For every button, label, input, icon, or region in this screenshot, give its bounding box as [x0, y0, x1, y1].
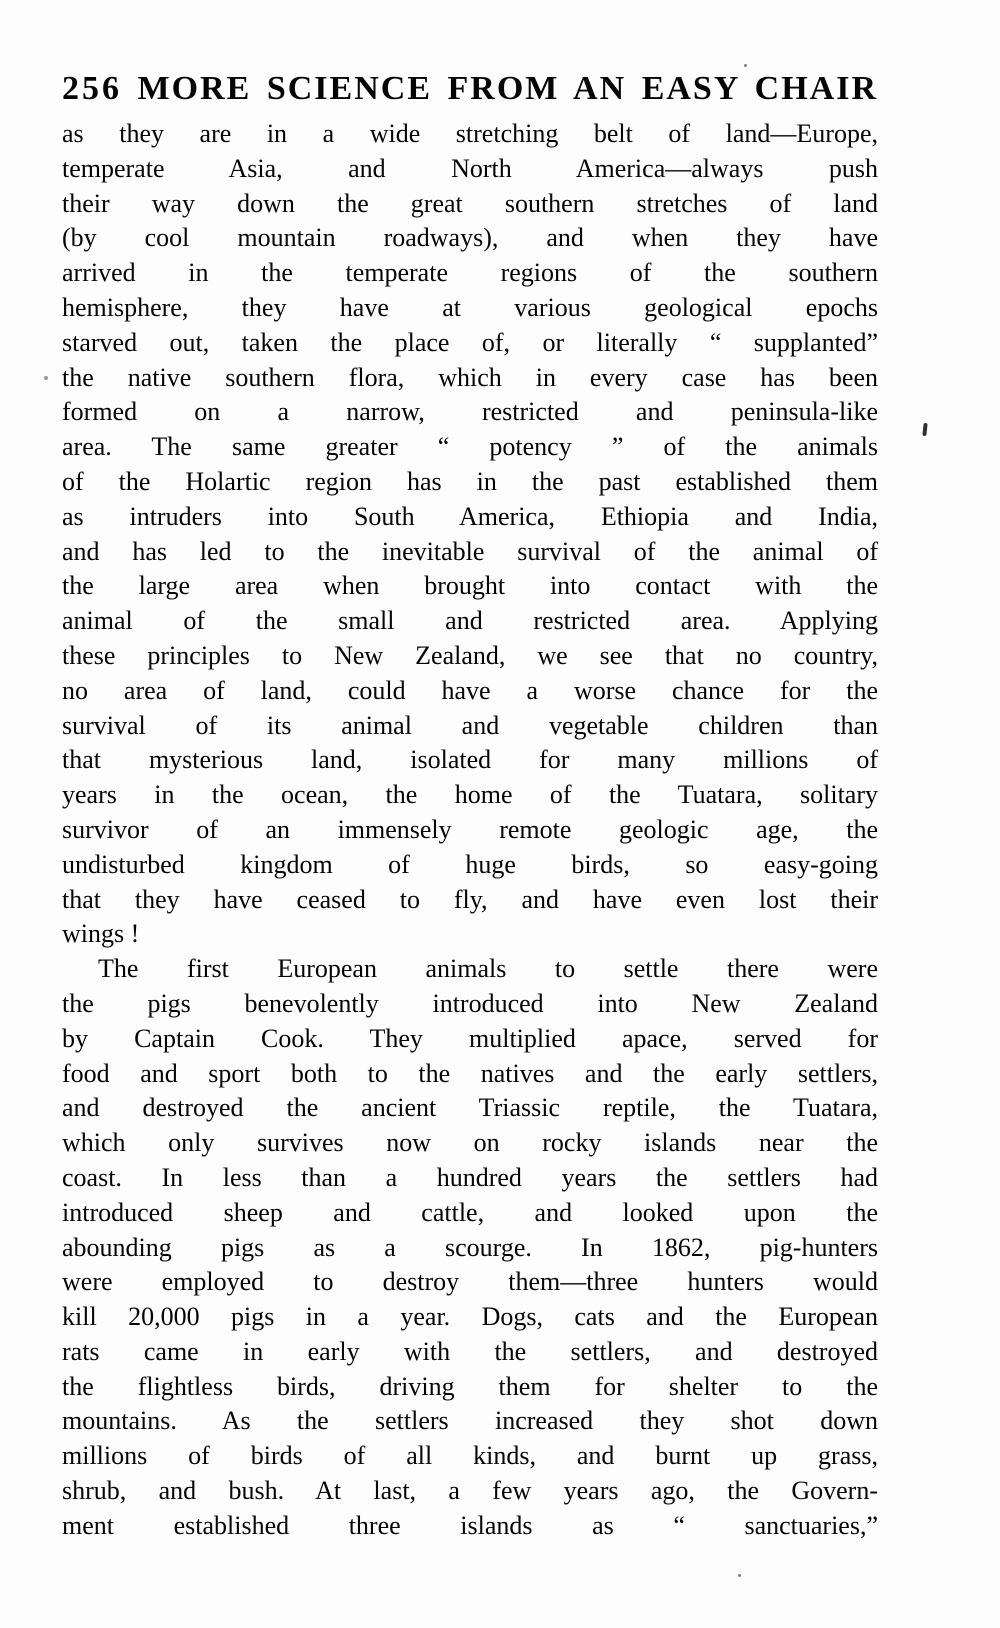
paragraph-2 [62, 952, 878, 1544]
text-line: the large area when brought into contact with the [62, 571, 878, 601]
ink-tick [922, 423, 927, 436]
text-line: these principles to New Zealand, we see that no country, [62, 640, 878, 670]
text-line: their way down the great southern stretches of land [62, 188, 878, 218]
text-line: that they have ceased to fly, and have even lost their [62, 884, 878, 914]
text-line: rats came in early with the settlers, and destroyed [62, 1336, 878, 1366]
text-line: starved out, taken the place of, or literally “ supplanted” [62, 327, 878, 357]
text-line: as intruders into South America, Ethiopia and India, [62, 501, 878, 531]
text-line: formed on a narrow, restricted and peninsula-like [62, 397, 878, 427]
text-line: area. The same greater “ potency ” of the animals [62, 432, 878, 462]
text-line: introduced sheep and cattle, and looked upon the [62, 1197, 878, 1227]
text-line: food and sport both to the natives and the early settlers, [62, 1058, 878, 1088]
text-line: animal of the small and restricted area. Applying [62, 606, 878, 636]
paragraph-1 [62, 117, 878, 952]
ink-dot [44, 376, 48, 380]
text-line: ment established three islands as “ sanctuaries,” [62, 1510, 878, 1540]
text-line: of the Holartic region has in the past established them [62, 466, 878, 496]
text-line: survivor of an immensely remote geologic age, the [62, 814, 878, 844]
page-header [62, 70, 878, 108]
text-line: the native southern flora, which in every case has been [62, 362, 878, 392]
text-line: no area of land, could have a worse chance for the [62, 675, 878, 705]
text-line: shrub, and bush. At last, a few years ago, the Govern- [62, 1476, 878, 1506]
text-line: and destroyed the ancient Triassic reptile, the Tuatara, [62, 1093, 878, 1123]
text-line: by Captain Cook. They multiplied apace, served for [62, 1023, 878, 1053]
text-line: temperate Asia, and North America—always push [62, 153, 878, 183]
text-line: the pigs benevolently introduced into New Zealand [62, 988, 878, 1018]
text-line: as they are in a wide stretching belt of land—Europe, [62, 119, 878, 148]
text-line: years in the ocean, the home of the Tuatara, solitary [62, 780, 878, 810]
text-line: arrived in the temperate regions of the southern [62, 258, 878, 288]
text-line: abounding pigs as a scourge. In 1862, pig-hunters [62, 1232, 878, 1262]
running-title: MORE SCIENCE FROM AN EASY CHAIR [137, 70, 879, 107]
text-line: millions of birds of all kinds, and burnt up grass, [62, 1441, 878, 1471]
page-number: 256 [62, 70, 122, 107]
body-text [62, 117, 878, 1544]
text-line: kill 20,000 pigs in a year. Dogs, cats and the European [62, 1302, 878, 1332]
text-line: which only survives now on rocky islands near the [62, 1128, 878, 1158]
text-line: and has led to the inevitable survival of the animal of [62, 536, 878, 566]
text-line: undisturbed kingdom of huge birds, so easy-going [62, 849, 878, 879]
text-line: hemisphere, they have at various geological epochs [62, 292, 878, 322]
text-line: survival of its animal and vegetable children than [62, 710, 878, 740]
ink-dot [744, 64, 747, 67]
text-line: coast. In less than a hundred years the settlers had [62, 1162, 878, 1192]
text-line: The first European animals to settle there were [98, 954, 878, 984]
text-line: mountains. As the settlers increased they shot down [62, 1406, 878, 1436]
text-line: were employed to destroy them—three hunters would [62, 1267, 878, 1297]
text-line: (by cool mountain roadways), and when they have [62, 223, 878, 253]
ink-dot [738, 1574, 741, 1577]
text-line: that mysterious land, isolated for many millions of [62, 745, 878, 775]
text-line: wings ! [62, 919, 140, 949]
text-line: the flightless birds, driving them for shelter to the [62, 1371, 878, 1401]
